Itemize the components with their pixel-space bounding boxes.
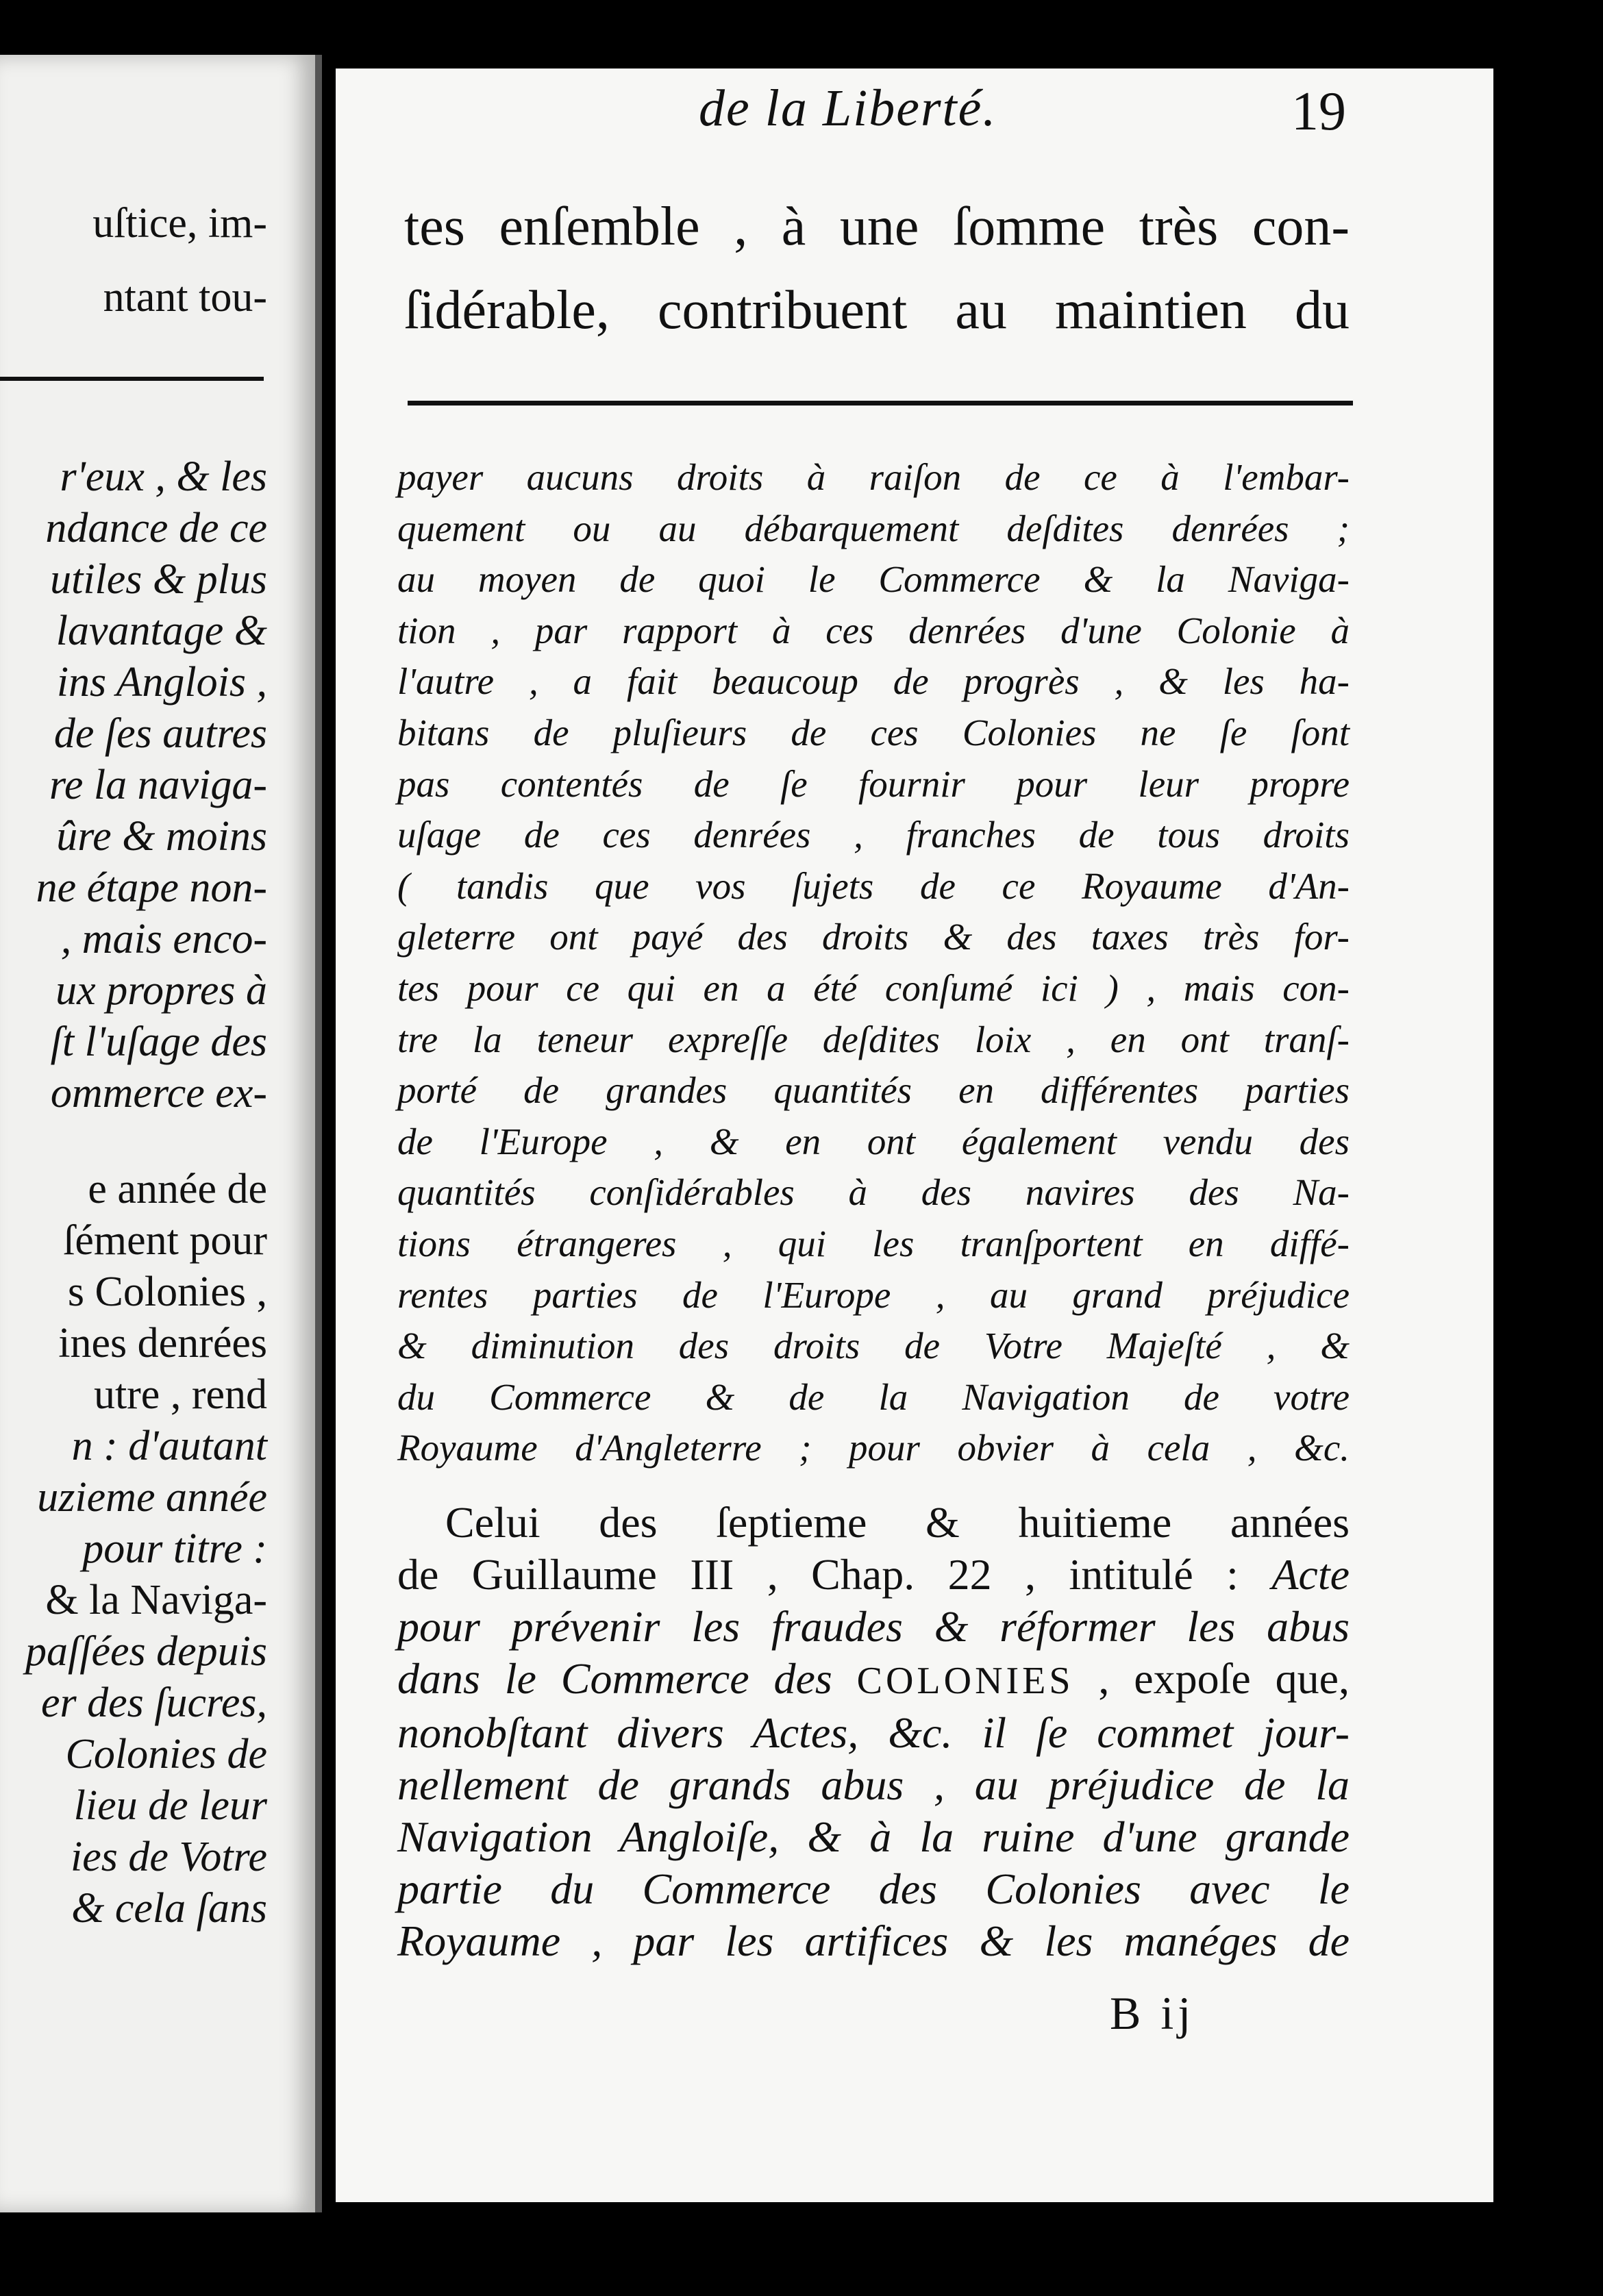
footnote-line: bitans de pluſieurs de ces Colonies ne ſe ſont <box>397 711 1350 753</box>
body-paragraph <box>397 1497 1350 1967</box>
left-top-line: uſtice, im- <box>92 200 267 247</box>
left-note-line: , mais enco- <box>60 916 267 962</box>
body-smallcaps-span: COLONIES <box>856 1660 1074 1702</box>
body-text-span: , expoſe que, <box>1098 1654 1350 1703</box>
left-body-line: ies de Votre <box>71 1834 267 1880</box>
left-note-line: ſt l'uſage des <box>50 1019 267 1065</box>
left-body-line: ines denrées <box>58 1320 267 1367</box>
left-body-line: & la Naviga- <box>45 1577 267 1623</box>
main-text-continuation <box>404 185 1350 352</box>
footnote-rule <box>408 401 1353 405</box>
left-body-line: paſſées depuis <box>25 1628 267 1675</box>
left-note-line: ommerce ex- <box>50 1070 267 1116</box>
body-italic-span: nonobſtant divers Actes, &c. <box>397 1708 953 1757</box>
left-body-line: uzieme année <box>37 1474 267 1521</box>
left-note-line: ûre & moins <box>56 813 267 860</box>
body-line <box>397 1653 1350 1707</box>
left-body-line: & cela ſans <box>71 1885 267 1932</box>
footnote-line: gleterre ont payé des droits & des taxes très for- <box>397 916 1350 958</box>
body-line: nellement de grands abus , au préjudice de la <box>397 1760 1350 1809</box>
left-page-rule <box>0 377 264 381</box>
text-line: tes enſemble , à une ſomme très con- <box>404 197 1350 257</box>
left-body-line: Colonies de <box>65 1731 267 1777</box>
left-note-line: de ſes autres <box>53 710 267 757</box>
body-italic-span: dans le Commerce des <box>397 1654 832 1703</box>
footnote-line: tions étrangeres , qui les tranſportent en diffé- <box>397 1222 1350 1264</box>
footnote-line: payer aucuns droits à raiſon de ce à l'embar- <box>397 456 1350 498</box>
footnote-line: pas contentés de ſe fournir pour leur propre <box>397 762 1350 805</box>
body-text-span: de Guillaume III , Chap. 22 , intitulé : <box>397 1550 1239 1599</box>
footnote-line: Royaume d'Angleterre ; pour obvier à cela , &c. <box>397 1427 1350 1469</box>
left-body-line: ſément pour <box>63 1217 267 1264</box>
left-note-line: ins Anglois , <box>56 659 267 706</box>
left-note-line: ne étape non- <box>36 864 267 911</box>
footnote-line: rentes parties de l'Europe , au grand préjudice <box>397 1273 1350 1316</box>
left-facing-page <box>0 55 322 2212</box>
signature-mark: B ij <box>1110 1987 1195 2039</box>
footnote-line: tion , par rapport à ces denrées d'une Colonie à <box>397 609 1350 651</box>
left-body-line: pour titre : <box>82 1525 267 1572</box>
footnote-line: ( tandis que vos ſujets de ce Royaume d'An- <box>397 864 1350 907</box>
left-note-line: lavantage & <box>55 608 267 654</box>
footnote-line: quement ou au débarquement deſdites denrées ; <box>397 507 1350 549</box>
footnote-line: au moyen de quoi le Commerce & la Naviga- <box>397 558 1350 601</box>
left-body-line: er des ſucres, <box>40 1680 267 1726</box>
left-top-line: ntant tou- <box>103 274 267 321</box>
footnote-line: tes pour ce qui en a été conſumé ici ) , mais con- <box>397 966 1350 1009</box>
footnote-line: quantités conſidérables à des navires des Na- <box>397 1171 1350 1214</box>
body-line: Navigation Angloiſe, & à la ruine d'une grande <box>397 1812 1350 1861</box>
running-head: de la Liberté. <box>699 79 997 137</box>
left-body-line: e année de <box>88 1166 267 1212</box>
left-note-line: ndance de ce <box>45 505 267 551</box>
body-line: Royaume , par les artifices & les manéges de <box>397 1917 1350 1965</box>
footnote-block <box>397 452 1350 1474</box>
body-line: partie du Commerce des Colonies avec le <box>397 1864 1350 1913</box>
footnote-line: tre la teneur expreſſe deſdites loix , en ont tranſ- <box>397 1018 1350 1060</box>
body-italic-span: Acte <box>1271 1550 1350 1599</box>
left-note-line: r'eux , & les <box>60 453 267 500</box>
footnote-line: porté de grandes quantités en différentes parties <box>397 1069 1350 1112</box>
body-line <box>397 1549 1350 1601</box>
left-body-line: lieu de leur <box>73 1782 267 1829</box>
left-note-line: utiles & plus <box>50 556 267 603</box>
left-note-line: ux propres à <box>55 967 267 1014</box>
footnote-line: l'autre , a fait beaucoup de progrès , & les ha- <box>397 660 1350 703</box>
text-line: ſidérable, contribuent au maintien du <box>404 280 1350 340</box>
body-line <box>397 1707 1350 1759</box>
footnote-line: uſage de ces denrées , franches de tous droits <box>397 814 1350 856</box>
left-note-line: re la naviga- <box>49 762 267 808</box>
left-body-line: s Colonies , <box>67 1269 267 1315</box>
page-number: 19 <box>1291 82 1346 142</box>
body-italic-span: il ſe commet jour- <box>982 1708 1350 1757</box>
footnote-line: du Commerce & de la Navigation de votre <box>397 1375 1350 1418</box>
footnote-line: & diminution des droits de Votre Majeſté , & <box>397 1325 1350 1367</box>
footnote-line: de l'Europe , & en ont également vendu des <box>397 1120 1350 1162</box>
body-line: Celui des ſeptieme & huitieme années <box>445 1498 1350 1547</box>
body-line: pour prévenir les fraudes & réformer les abus <box>397 1602 1350 1651</box>
left-body-line: utre , rend <box>93 1371 267 1418</box>
left-body-line: n : d'autant <box>71 1423 267 1469</box>
